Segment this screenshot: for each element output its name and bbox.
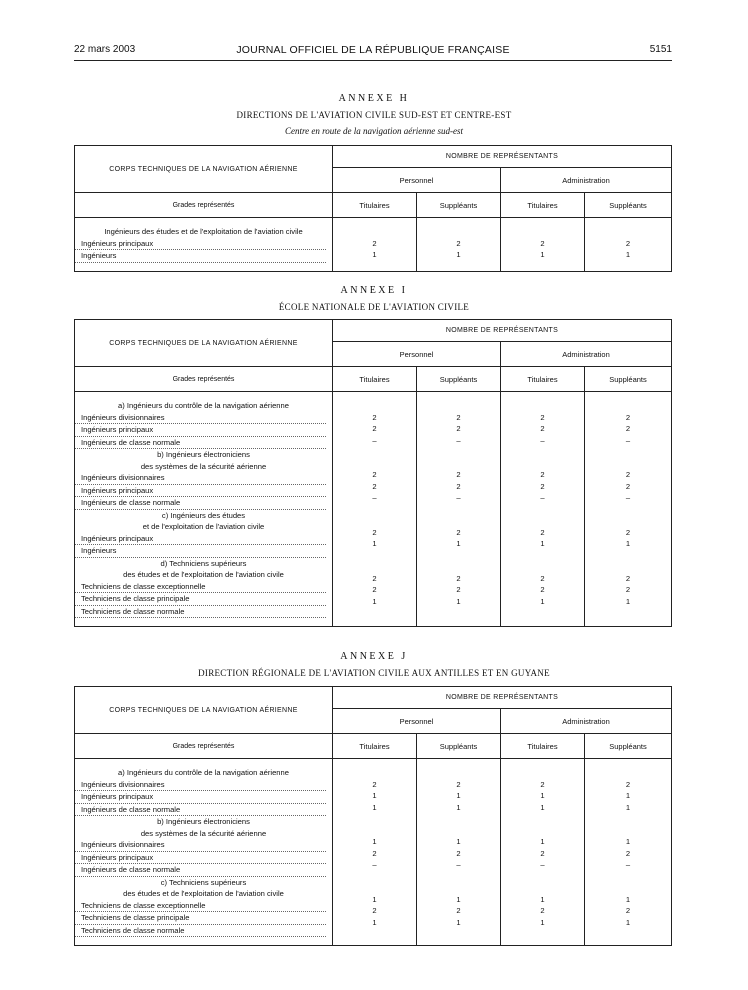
representatives-count: –: [540, 435, 545, 445]
annex-h-subtitle-italic: Centre en route de la navigation aérienne sud-est: [284, 126, 464, 136]
representatives-count: 2: [372, 573, 377, 583]
grade-name: Ingénieurs: [75, 545, 326, 558]
annex-j-title: ANNEXE J: [340, 651, 408, 662]
representatives-count: 1: [372, 802, 377, 812]
representatives-count: 2: [625, 906, 631, 915]
representatives-count: 2: [625, 238, 631, 248]
category-heading: des études et de l'exploitation de l'aviation civile: [123, 570, 284, 579]
representatives-count: –: [540, 493, 545, 502]
values-column: [585, 218, 672, 272]
suppleants-header: Suppléants: [585, 734, 672, 759]
representatives-count: –: [456, 493, 461, 502]
representatives-count: 2: [456, 424, 461, 433]
representatives-count: 2: [625, 470, 631, 479]
representatives-count: 2: [372, 238, 377, 248]
representatives-count: 2: [540, 238, 545, 248]
category-heading: d) Techniciens supérieurs: [160, 558, 247, 568]
representatives-count: 2: [625, 412, 631, 422]
representatives-count: 2: [625, 527, 631, 537]
representatives-count: 1: [625, 802, 631, 812]
grade-name: Ingénieurs divisionnaires: [75, 779, 326, 792]
representatives-count: 2: [540, 779, 545, 789]
representatives-count: 2: [456, 906, 461, 915]
grades-header: Grades représentés: [75, 367, 333, 392]
representatives-count: 1: [540, 894, 545, 904]
representatives-count: 2: [625, 848, 631, 858]
representatives-count: 2: [456, 412, 461, 422]
representatives-count: 1: [540, 791, 545, 800]
corps-header: CORPS TECHNIQUES DE LA NAVIGATION AÉRIENNE: [75, 146, 333, 193]
annex-h-table: [74, 145, 672, 272]
annex-j-table: [74, 686, 672, 946]
representatives-count: 2: [456, 573, 461, 583]
representatives-count: 2: [540, 481, 545, 491]
values-column: [501, 392, 585, 627]
representatives-count: 1: [540, 802, 545, 812]
grade-name: Techniciens de classe exceptionnelle: [75, 581, 326, 594]
grade-name: Ingénieurs divisionnaires: [75, 412, 326, 425]
values-column: [585, 392, 672, 627]
values-column: [417, 218, 501, 272]
representatives-count: 1: [456, 894, 461, 904]
titulaires-header: Titulaires: [501, 193, 585, 218]
suppleants-header: Suppléants: [585, 193, 672, 218]
nombre-representants-header: NOMBRE DE REPRÉSENTANTS: [333, 320, 672, 342]
corps-header: CORPS TECHNIQUES DE LA NAVIGATION AÉRIENNE: [75, 320, 333, 367]
grade-name: Techniciens de classe principale: [75, 593, 326, 606]
values-column: [333, 218, 417, 272]
representatives-count: 1: [372, 539, 377, 548]
representatives-count: 2: [456, 527, 461, 537]
values-column: [585, 759, 672, 946]
grade-name: Ingénieurs de classe normale: [75, 804, 326, 817]
representatives-count: 2: [540, 424, 545, 433]
representatives-count: 1: [625, 917, 631, 927]
representatives-count: 1: [540, 837, 545, 846]
category-heading: des systèmes de la sécurité aérienne: [140, 828, 267, 838]
representatives-count: –: [625, 493, 631, 502]
representatives-count: 1: [540, 917, 545, 927]
representatives-count: 1: [625, 894, 631, 904]
titulaires-header: Titulaires: [501, 367, 585, 392]
representatives-count: –: [625, 860, 631, 869]
administration-header: Administration: [501, 342, 672, 367]
representatives-count: 2: [372, 527, 377, 537]
representatives-count: 1: [456, 802, 461, 812]
representatives-count: 1: [625, 250, 631, 259]
nombre-representants-header: NOMBRE DE REPRÉSENTANTS: [333, 687, 672, 709]
grade-name: Techniciens de classe principale: [75, 912, 326, 925]
representatives-count: 1: [456, 250, 461, 259]
representatives-count: 2: [372, 412, 377, 422]
category-heading: c) Techniciens supérieurs: [160, 877, 247, 887]
representatives-count: 1: [456, 917, 461, 927]
category-heading: b) Ingénieurs électroniciens: [157, 817, 250, 826]
annex-h-subtitle: DIRECTIONS DE L'AVIATION CIVILE SUD-EST ET CENTRE-EST: [236, 110, 512, 120]
values-column: [417, 392, 501, 627]
titulaires-header: Titulaires: [333, 734, 417, 759]
administration-header: Administration: [501, 709, 672, 734]
grade-name: Ingénieurs principaux: [75, 485, 326, 498]
representatives-count: 2: [540, 906, 545, 915]
values-column: [417, 759, 501, 946]
grade-name: Techniciens de classe exceptionnelle: [75, 900, 326, 913]
grade-name: Techniciens de classe normale: [75, 606, 326, 619]
representatives-count: –: [372, 860, 377, 869]
representatives-count: 2: [456, 585, 461, 594]
category-heading: des études et de l'exploitation de l'aviation civile: [123, 889, 284, 898]
representatives-count: 2: [540, 412, 545, 422]
grade-name: Ingénieurs divisionnaires: [75, 472, 326, 485]
grade-name: Ingénieurs de classe normale: [75, 437, 326, 450]
suppleants-header: Suppléants: [585, 367, 672, 392]
representatives-count: 2: [372, 906, 377, 915]
representatives-count: 2: [540, 585, 545, 594]
category-heading: et de l'exploitation de l'aviation civile: [142, 522, 265, 531]
representatives-count: 1: [372, 894, 377, 904]
annex-i-title: ANNEXE I: [340, 285, 408, 296]
representatives-count: 1: [456, 837, 461, 846]
representatives-count: 2: [625, 779, 631, 789]
representatives-count: 2: [456, 481, 461, 491]
annex-h-title: ANNEXE H: [338, 93, 410, 104]
grade-name: Ingénieurs principaux: [75, 533, 326, 546]
header-date: 22 mars 2003: [74, 44, 136, 55]
category-heading: a) Ingénieurs du contrôle de la navigation aérienne: [118, 401, 289, 410]
representatives-count: –: [540, 860, 545, 869]
grade-name: Ingénieurs: [75, 250, 326, 263]
representatives-count: 2: [456, 779, 461, 789]
representatives-count: 1: [372, 917, 377, 927]
personnel-header: Personnel: [333, 709, 501, 734]
annex-i-subtitle: ÉCOLE NATIONALE DE L'AVIATION CIVILE: [278, 302, 470, 312]
representatives-count: –: [456, 860, 461, 869]
representatives-count: 2: [625, 585, 631, 594]
titulaires-header: Titulaires: [333, 367, 417, 392]
representatives-count: 2: [372, 481, 377, 491]
header-journal-title: JOURNAL OFFICIEL DE LA RÉPUBLIQUE FRANÇAISE: [236, 44, 510, 56]
grade-name: Ingénieurs divisionnaires: [75, 839, 326, 852]
grade-name: Ingénieurs principaux: [75, 791, 326, 804]
grade-name: Ingénieurs principaux: [75, 238, 326, 251]
representatives-count: –: [372, 435, 377, 445]
representatives-count: –: [625, 435, 631, 445]
annex-i-table: [74, 319, 672, 627]
representatives-count: 2: [540, 470, 545, 479]
titulaires-header: Titulaires: [333, 193, 417, 218]
representatives-count: 1: [372, 250, 377, 259]
representatives-count: 2: [625, 424, 631, 433]
representatives-count: 2: [540, 527, 545, 537]
administration-header: Administration: [501, 168, 672, 193]
representatives-count: 2: [456, 470, 461, 479]
representatives-count: 1: [625, 539, 631, 548]
representatives-count: 2: [372, 424, 377, 433]
representatives-count: 1: [540, 250, 545, 259]
nombre-representants-header: NOMBRE DE REPRÉSENTANTS: [333, 146, 672, 168]
suppleants-header: Suppléants: [417, 193, 501, 218]
values-column: [333, 759, 417, 946]
category-heading: des systèmes de la sécurité aérienne: [140, 461, 267, 471]
representatives-count: 1: [456, 539, 461, 548]
representatives-count: 2: [540, 573, 545, 583]
representatives-count: 1: [540, 539, 545, 548]
personnel-header: Personnel: [333, 342, 501, 367]
category-heading: b) Ingénieurs électroniciens: [157, 450, 250, 459]
header-page-number: 5151: [649, 44, 672, 55]
representatives-count: 2: [456, 238, 461, 248]
category-heading: c) Ingénieurs des études: [161, 510, 246, 520]
grade-name: Techniciens de classe normale: [75, 925, 326, 938]
grades-header: Grades représentés: [75, 734, 333, 759]
representatives-count: 1: [625, 791, 631, 800]
representatives-count: 2: [372, 585, 377, 594]
personnel-header: Personnel: [333, 168, 501, 193]
grades-header: Grades représentés: [75, 193, 333, 218]
representatives-count: 2: [540, 848, 545, 858]
category-heading: Ingénieurs des études et de l'exploitation de l'aviation civile: [104, 227, 303, 236]
corps-header: CORPS TECHNIQUES DE LA NAVIGATION AÉRIENNE: [75, 687, 333, 734]
representatives-count: 1: [372, 596, 377, 606]
values-column: [333, 392, 417, 627]
representatives-count: 1: [625, 596, 631, 606]
grades-column: [75, 759, 333, 946]
annex-j-subtitle: DIRECTION RÉGIONALE DE L'AVIATION CIVILE AUX ANTILLES ET EN GUYANE: [198, 668, 550, 678]
values-column: [501, 759, 585, 946]
grade-name: Ingénieurs de classe normale: [75, 864, 326, 877]
representatives-count: 2: [372, 848, 377, 858]
representatives-count: 2: [456, 848, 461, 858]
representatives-count: –: [372, 493, 377, 502]
category-heading: a) Ingénieurs du contrôle de la navigation aérienne: [118, 768, 289, 777]
representatives-count: 1: [540, 596, 545, 606]
representatives-count: 1: [372, 837, 377, 846]
grade-name: Ingénieurs de classe normale: [75, 497, 326, 510]
representatives-count: 2: [625, 481, 631, 491]
grade-name: Ingénieurs principaux: [75, 852, 326, 865]
representatives-count: 2: [372, 470, 377, 479]
suppleants-header: Suppléants: [417, 734, 501, 759]
suppleants-header: Suppléants: [417, 367, 501, 392]
grades-column: [75, 392, 333, 627]
representatives-count: 2: [625, 573, 631, 583]
values-column: [501, 218, 585, 272]
representatives-count: 1: [372, 791, 377, 800]
grade-name: Ingénieurs principaux: [75, 424, 326, 437]
grades-column: [75, 218, 333, 272]
representatives-count: 1: [456, 791, 461, 800]
representatives-count: –: [456, 435, 461, 445]
representatives-count: 1: [625, 837, 631, 846]
representatives-count: 1: [456, 596, 461, 606]
page-header: [74, 40, 672, 61]
titulaires-header: Titulaires: [501, 734, 585, 759]
representatives-count: 2: [372, 779, 377, 789]
